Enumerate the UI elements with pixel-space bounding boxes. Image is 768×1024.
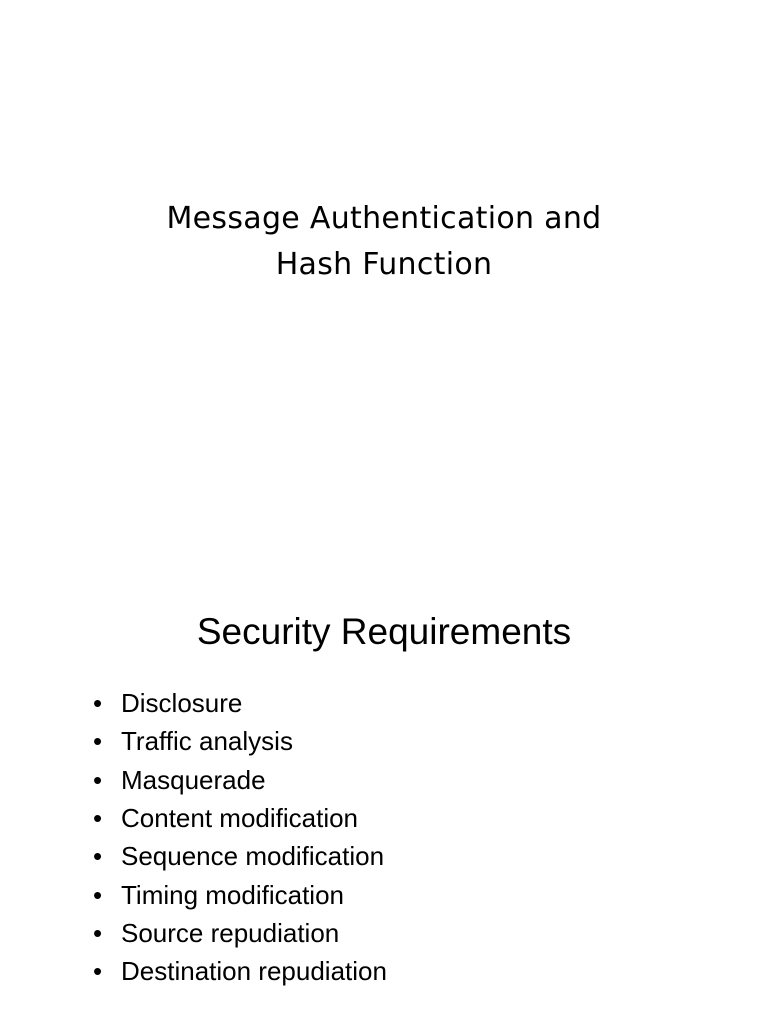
list-item-text: Source repudiation [121, 917, 340, 948]
list-item [93, 684, 387, 722]
list-item [93, 837, 387, 875]
bullet-icon: • [93, 803, 103, 834]
list-item [93, 952, 387, 990]
bullet-icon: • [93, 688, 103, 719]
list-item-text: Timing modification [121, 879, 345, 910]
list-item-text: Masquerade [121, 764, 266, 795]
bullet-icon: • [93, 956, 103, 987]
list-item-text: Sequence modification [121, 841, 385, 872]
list-item-text: Content modification [121, 803, 359, 834]
slide-title-line-1: Message Authentication and [166, 201, 602, 236]
requirements-list [93, 684, 387, 990]
list-item-text: Traffic analysis [121, 726, 293, 757]
list-item [93, 914, 387, 952]
list-item [93, 799, 387, 837]
bullet-icon: • [93, 917, 103, 948]
list-item [93, 761, 387, 799]
bullet-icon: • [93, 726, 103, 757]
list-item [93, 875, 387, 913]
list-item [93, 722, 387, 760]
bullet-icon: • [93, 879, 103, 910]
section-heading: Security Requirements [196, 611, 572, 652]
slide-title [0, 196, 768, 288]
bullet-icon: • [93, 764, 103, 795]
list-item-text: Disclosure [121, 688, 243, 719]
bullet-icon: • [93, 841, 103, 872]
slide-title-line-2: Hash Function [275, 247, 493, 282]
list-item-text: Destination repudiation [121, 956, 387, 987]
